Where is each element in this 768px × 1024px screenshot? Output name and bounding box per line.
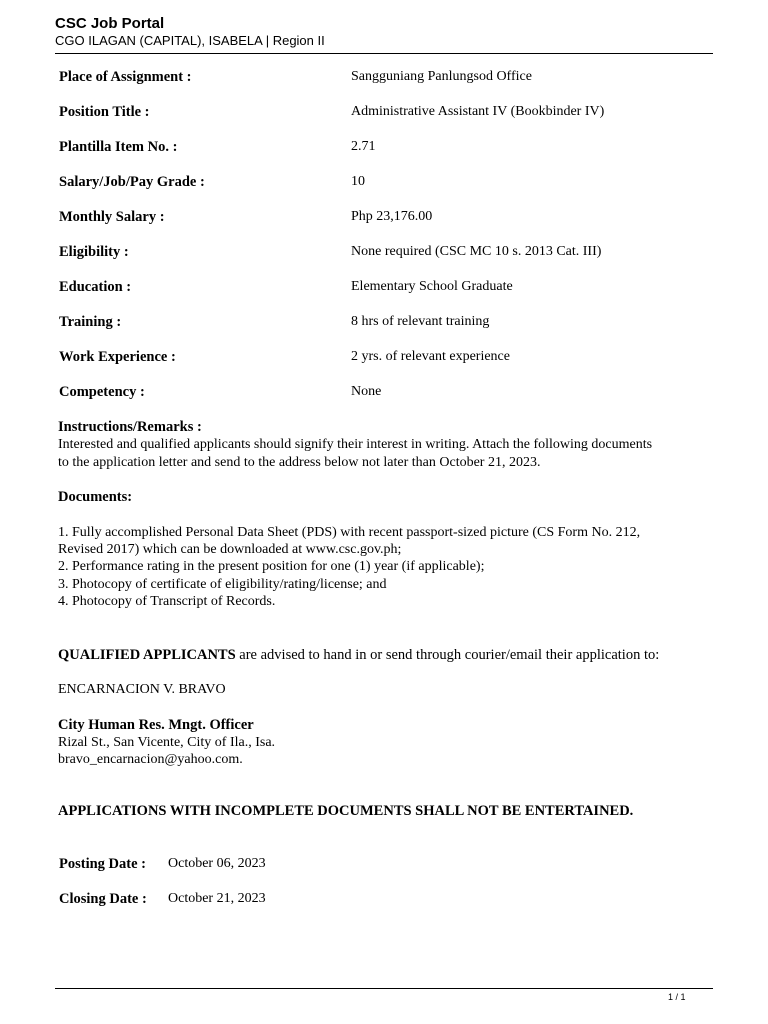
posting-date-label: Posting Date :	[59, 856, 146, 872]
document-item-2: 2. Performance rating in the present position for one (1) year (if applicable);	[58, 559, 485, 574]
contact-name: ENCARNACION V. BRAVO	[58, 682, 226, 697]
field-value-eligibility: None required (CSC MC 10 s. 2013 Cat. III)	[351, 244, 602, 259]
qualified-applicants-text: are advised to hand in or send through courier/email their application to:	[235, 647, 660, 663]
posting-date-value: October 06, 2023	[168, 856, 266, 871]
field-label-eligibility: Eligibility :	[59, 244, 129, 260]
footer-divider	[55, 988, 713, 989]
instructions-heading: Instructions/Remarks :	[58, 419, 202, 435]
field-value-education: Elementary School Graduate	[351, 279, 513, 294]
field-label-salary-grade: Salary/Job/Pay Grade :	[59, 174, 205, 190]
field-value-training: 8 hrs of relevant training	[351, 314, 490, 329]
document-item-1: 1. Fully accomplished Personal Data Sheet (PDS) with recent passport-sized picture (CS Form No. 212,	[58, 525, 641, 540]
field-label-monthly-salary: Monthly Salary :	[59, 209, 165, 225]
instructions-line-1: Interested and qualified applicants should signify their interest in writing. Attach the following documents	[58, 437, 653, 452]
field-label-work-experience: Work Experience :	[59, 349, 176, 365]
document-item-1-cont: Revised 2017) which can be downloaded at www.csc.gov.ph;	[58, 542, 402, 557]
field-label-training: Training :	[59, 314, 122, 330]
field-label-position-title: Position Title :	[59, 104, 150, 120]
field-label-place-of-assignment: Place of Assignment :	[59, 69, 192, 85]
field-value-position-title: Administrative Assistant IV (Bookbinder IV)	[351, 104, 605, 119]
closing-date-label: Closing Date :	[59, 891, 147, 907]
header-divider	[55, 53, 713, 54]
document-item-3: 3. Photocopy of certificate of eligibility/rating/license; and	[58, 577, 387, 592]
field-value-salary-grade: 10	[351, 174, 365, 189]
page-number: 1 / 1	[668, 992, 686, 1002]
contact-email: bravo_encarnacion@yahoo.com.	[58, 752, 243, 767]
qualified-applicants-statement	[58, 646, 718, 664]
closing-date-value: October 21, 2023	[168, 891, 266, 906]
incomplete-documents-notice: APPLICATIONS WITH INCOMPLETE DOCUMENTS SHALL NOT BE ENTERTAINED.	[58, 803, 634, 819]
field-value-work-experience: 2 yrs. of relevant experience	[351, 349, 510, 364]
field-label-plantilla-item: Plantilla Item No. :	[59, 139, 178, 155]
office-region: CGO ILAGAN (CAPITAL), ISABELA | Region II	[55, 33, 325, 48]
instructions-line-2: to the application letter and send to the address below not later than October 21, 2023.	[58, 455, 541, 470]
documents-heading: Documents:	[58, 489, 133, 505]
contact-position: City Human Res. Mngt. Officer	[58, 717, 254, 733]
field-value-competency: None	[351, 384, 382, 399]
document-item-4: 4. Photocopy of Transcript of Records.	[58, 594, 276, 609]
field-value-monthly-salary: Php 23,176.00	[351, 209, 433, 224]
field-value-place-of-assignment: Sangguniang Panlungsod Office	[351, 69, 532, 84]
contact-address: Rizal St., San Vicente, City of Ila., Isa.	[58, 735, 276, 750]
qualified-applicants-emphasis: QUALIFIED APPLICANTS	[58, 647, 236, 663]
field-label-education: Education :	[59, 279, 132, 295]
portal-title: CSC Job Portal	[55, 15, 165, 32]
field-label-competency: Competency :	[59, 384, 145, 400]
field-value-plantilla-item: 2.71	[351, 139, 376, 154]
